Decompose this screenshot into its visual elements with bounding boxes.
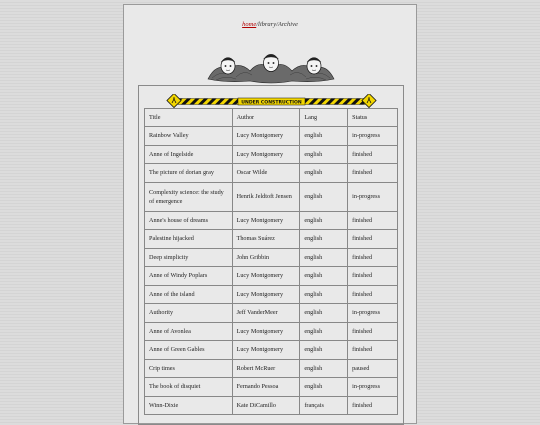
title-cell: Anne's house of dreams xyxy=(145,211,233,230)
author-cell: Lucy Montgomery xyxy=(232,145,300,164)
lang-cell: english xyxy=(300,230,348,249)
title-cell: Deep simplicity xyxy=(145,248,233,267)
author-cell: Lucy Montgomery xyxy=(232,341,300,360)
table-row xyxy=(145,211,398,230)
archive-frame xyxy=(138,85,404,425)
right-worker-sign-icon xyxy=(362,94,376,108)
table-row xyxy=(145,182,398,211)
title-cell: Anne of Windy Poplars xyxy=(145,267,233,286)
title-cell: Anne of the island xyxy=(145,285,233,304)
column-header-lang: Lang xyxy=(300,109,348,127)
archive-table-body xyxy=(145,127,398,415)
breadcrumb-path: /library/Archive xyxy=(256,21,298,28)
lang-cell: english xyxy=(300,341,348,360)
table-row xyxy=(145,304,398,323)
status-cell: paused xyxy=(348,359,398,378)
status-cell: in-progress xyxy=(348,182,398,211)
status-cell: finished xyxy=(348,164,398,183)
lang-cell: english xyxy=(300,127,348,146)
lang-cell: english xyxy=(300,145,348,164)
archive-table xyxy=(144,108,398,415)
author-cell: Lucy Montgomery xyxy=(232,211,300,230)
table-row xyxy=(145,127,398,146)
table-row xyxy=(145,230,398,249)
author-cell: Lucy Montgomery xyxy=(232,267,300,286)
title-cell: The book of disquiet xyxy=(145,378,233,397)
lang-cell: english xyxy=(300,164,348,183)
status-cell: finished xyxy=(348,248,398,267)
lang-cell: english xyxy=(300,359,348,378)
breadcrumb xyxy=(124,21,416,28)
status-cell: finished xyxy=(348,267,398,286)
author-cell: Fernando Pessoa xyxy=(232,378,300,397)
title-cell: Authority xyxy=(145,304,233,323)
lang-cell: english xyxy=(300,285,348,304)
title-cell: Winn-Dixie xyxy=(145,396,233,415)
lang-cell: english xyxy=(300,378,348,397)
author-cell: Robert McRuer xyxy=(232,359,300,378)
under-construction-label: UNDER CONSTRUCTION xyxy=(241,100,302,106)
author-cell: Henrik Jeldtoft Jensen xyxy=(232,182,300,211)
author-cell: Kate DiCamillo xyxy=(232,396,300,415)
lang-cell: english xyxy=(300,211,348,230)
title-cell: Anne of Green Gables xyxy=(145,341,233,360)
author-cell: Lucy Montgomery xyxy=(232,285,300,304)
table-row xyxy=(145,322,398,341)
title-cell: Anne of Ingelside xyxy=(145,145,233,164)
column-header-title: Title xyxy=(145,109,233,127)
table-row xyxy=(145,267,398,286)
status-cell: finished xyxy=(348,322,398,341)
title-cell: Complexity science: the study of emergence xyxy=(145,182,233,211)
title-cell: Anne of Avonlea xyxy=(145,322,233,341)
author-cell: Jeff VanderMeer xyxy=(232,304,300,323)
table-row xyxy=(145,341,398,360)
column-header-status: Status xyxy=(348,109,398,127)
status-cell: finished xyxy=(348,285,398,304)
title-cell: Palestine hijacked xyxy=(145,230,233,249)
title-cell: The picture of dorian gray xyxy=(145,164,233,183)
table-row xyxy=(145,145,398,164)
status-cell: finished xyxy=(348,211,398,230)
lang-cell: english xyxy=(300,304,348,323)
author-cell: Lucy Montgomery xyxy=(232,127,300,146)
table-row xyxy=(145,285,398,304)
author-cell: Oscar Wilde xyxy=(232,164,300,183)
lang-cell: english xyxy=(300,322,348,341)
lang-cell: français xyxy=(300,396,348,415)
author-cell: Lucy Montgomery xyxy=(232,322,300,341)
author-cell: Thomas Suárez xyxy=(232,230,300,249)
lang-cell: english xyxy=(300,182,348,211)
status-cell: finished xyxy=(348,145,398,164)
status-cell: in-progress xyxy=(348,378,398,397)
page-container xyxy=(123,4,417,424)
status-cell: in-progress xyxy=(348,127,398,146)
status-cell: finished xyxy=(348,341,398,360)
left-worker-sign-icon xyxy=(167,94,181,108)
table-row xyxy=(145,359,398,378)
title-cell: Rainbow Valley xyxy=(145,127,233,146)
status-cell: in-progress xyxy=(348,304,398,323)
three-heads-banner-icon xyxy=(206,49,336,85)
table-row xyxy=(145,378,398,397)
lang-cell: english xyxy=(300,267,348,286)
table-row xyxy=(145,164,398,183)
home-link[interactable]: home xyxy=(242,21,257,28)
lang-cell: english xyxy=(300,248,348,267)
table-row xyxy=(145,396,398,415)
status-cell: finished xyxy=(348,396,398,415)
status-cell: finished xyxy=(348,230,398,249)
table-header-row xyxy=(145,109,398,127)
title-cell: Crip times xyxy=(145,359,233,378)
author-cell: John Gribbin xyxy=(232,248,300,267)
table-row xyxy=(145,248,398,267)
column-header-author: Author xyxy=(232,109,300,127)
